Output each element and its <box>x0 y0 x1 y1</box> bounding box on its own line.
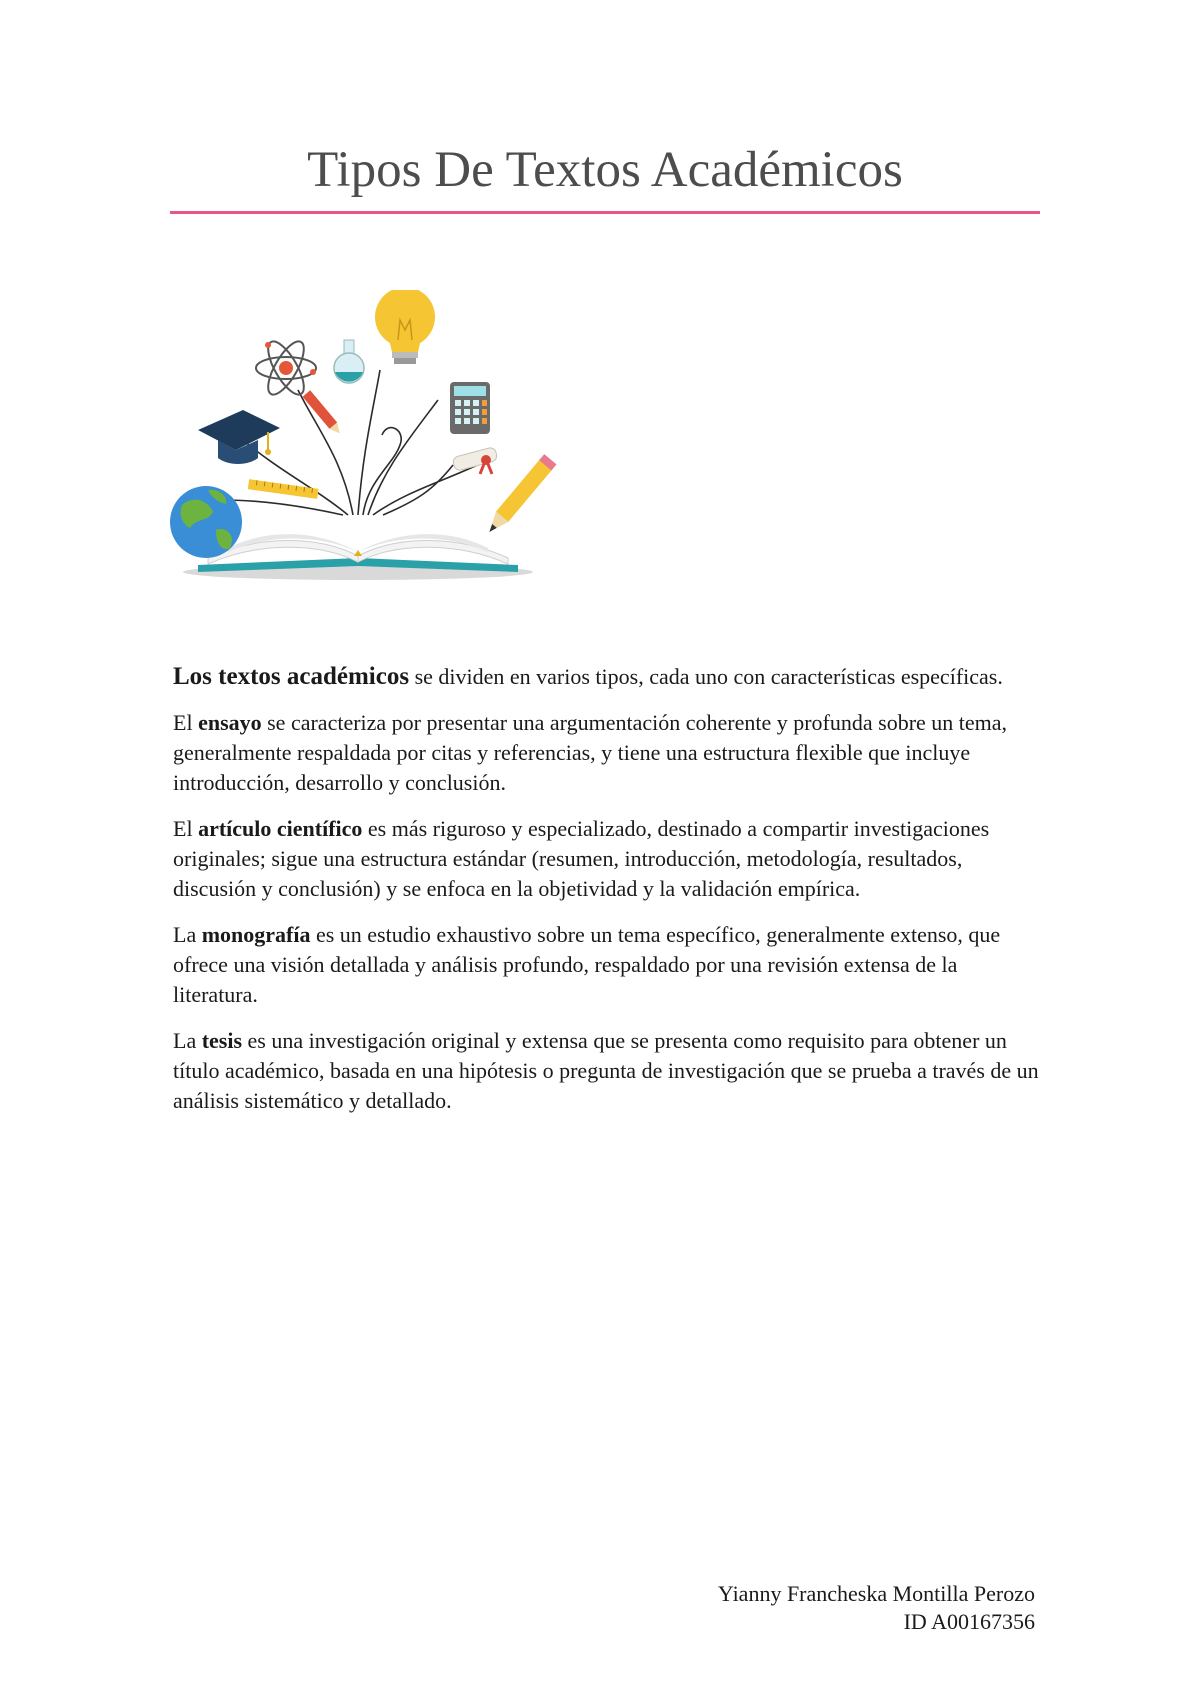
calculator-icon <box>450 382 490 434</box>
paragraph-tesis-prefix: La <box>173 1028 202 1053</box>
paragraph-tesis <box>173 1026 1043 1116</box>
paragraph-articulo-prefix: El <box>173 816 199 841</box>
ruler-icon <box>248 479 319 499</box>
body-text <box>173 662 1043 1132</box>
paragraph-intro-text: se dividen en varios tipos, cada uno con características específicas. <box>409 664 1003 689</box>
term-tesis: tesis <box>201 1028 243 1053</box>
paragraph-intro <box>173 662 1043 692</box>
term-monografia: monografía <box>201 922 311 947</box>
paragraph-ensayo-prefix: El <box>173 710 199 735</box>
paragraph-monografia-prefix: La <box>173 922 202 947</box>
paragraph-monografia-text: es un estudio exhaustivo sobre un tema específico, generalmente extenso, que ofrece una visión detallada y análisis profundo, respaldado por una revisión extensa de la literatura. <box>173 922 1001 1007</box>
globe-icon <box>170 486 242 558</box>
author-id: ID A00167356 <box>903 1609 1035 1634</box>
term-textos-academicos: Los textos académicos <box>173 663 410 690</box>
author-block <box>718 1580 1035 1636</box>
atom-icon <box>256 337 316 400</box>
light-bulb-icon <box>375 290 435 364</box>
diploma-icon <box>452 447 498 474</box>
pencil-icon <box>483 454 556 537</box>
graduation-cap-icon <box>198 410 280 464</box>
flask-icon <box>334 340 364 383</box>
paragraph-articulo-text: es más riguroso y especializado, destinado a compartir investigaciones originales; sigue una estructura estándar (resumen, introducción, metodología, resultados, discusión y conclusión) y se enfoca en la objetividad y la validación empírica. <box>173 816 990 901</box>
paragraph-ensayo <box>173 708 1043 798</box>
author-name: Yianny Francheska Montilla Perozo <box>717 1581 1035 1606</box>
paragraph-articulo <box>173 814 1043 904</box>
paragraph-tesis-text: es una investigación original y extensa que se presenta como requisito para obtener un título académico, basada en una hipótesis o pregunta de investigación que se prueba a través de un análisis sistemático y detallado. <box>173 1028 1039 1113</box>
red-pencil-icon <box>303 390 344 436</box>
page-title: Tipos De Textos Académicos <box>307 142 903 198</box>
education-illustration <box>168 290 568 590</box>
paragraph-monografia <box>173 920 1043 1010</box>
term-articulo-cientifico: artículo científico <box>198 816 363 841</box>
swirl-lines <box>223 370 488 515</box>
title-underline <box>170 211 1040 214</box>
term-ensayo: ensayo <box>198 710 262 735</box>
paragraph-ensayo-text: se caracteriza por presentar una argumentación coherente y profunda sobre un tema, generalmente respaldada por citas y referencias, y tiene una estructura flexible que incluye introducción, desarrollo y conclusión. <box>173 710 1008 795</box>
